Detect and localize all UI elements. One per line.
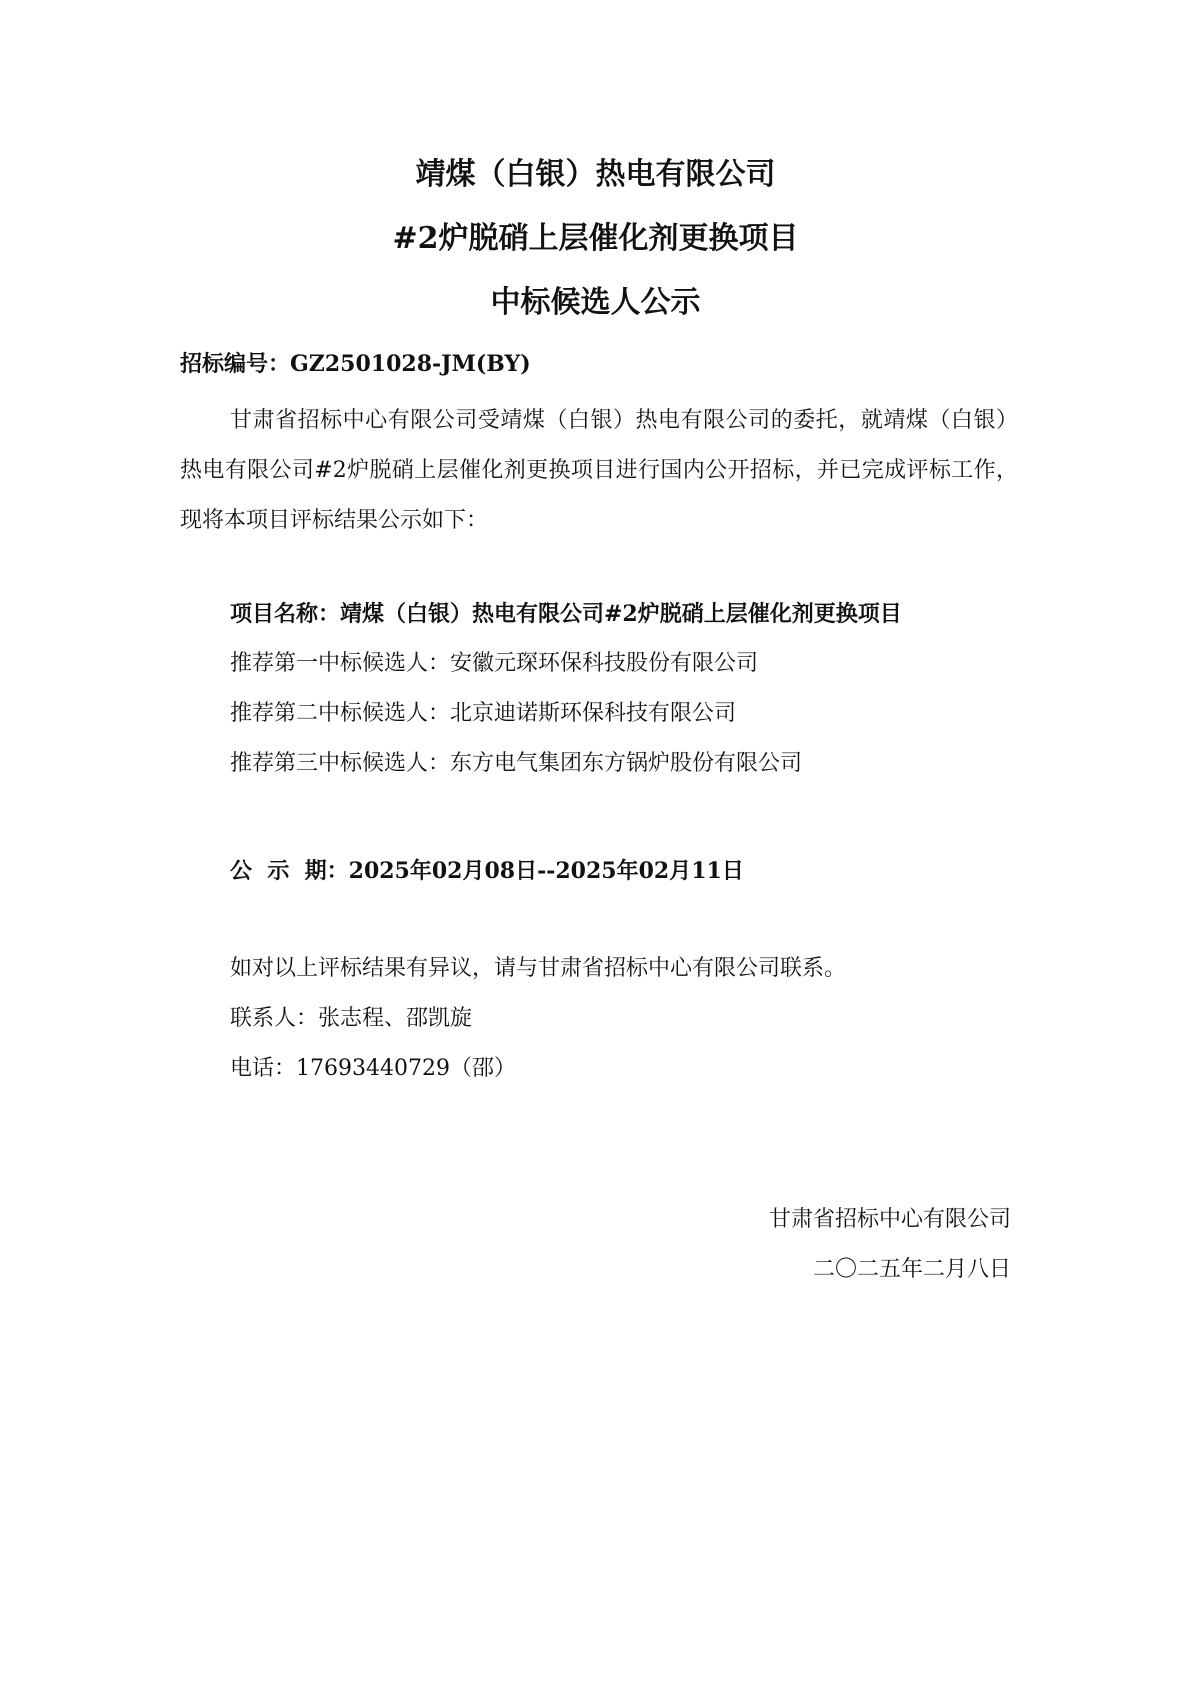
signature-organization: 甘肃省招标中心有限公司 — [768, 1207, 1011, 1232]
signature-date: 二〇二五年二月八日 — [812, 1257, 1011, 1282]
intro-paragraph: 甘肃省招标中心有限公司受靖煤（白银）热电有限公司的委托，就靖煤（白银）热电有限公司#2炉脱硝上层催化剂更换项目进行国内公开招标，并已完成评标工作，现将本项目评标结果公示如下： — [180, 408, 1018, 533]
candidate-third: 推荐第三中标候选人：东方电气集团东方锅炉股份有限公司 — [230, 751, 803, 776]
contact-person: 联系人：张志程、邵凯旋 — [230, 1006, 473, 1031]
title-company: 靖煤（白银）热电有限公司 — [415, 157, 776, 192]
candidate-first: 推荐第一中标候选人：安徽元琛环保科技股份有限公司 — [230, 651, 759, 676]
bid-number: 招标编号：GZ2501028-JM(BY) — [180, 351, 531, 377]
contact-phone: 电话：17693440729（邵） — [230, 1056, 516, 1081]
objection-note: 如对以上评标结果有异议，请与甘肃省招标中心有限公司联系。 — [230, 956, 847, 981]
title-project: #2炉脱硝上层催化剂更换项目 — [392, 221, 799, 256]
announcement-period: 公 示 期：2025年02月08日--2025年02月11日 — [230, 858, 744, 884]
project-name: 项目名称：靖煤（白银）热电有限公司#2炉脱硝上层催化剂更换项目 — [230, 601, 902, 627]
candidate-second: 推荐第二中标候选人：北京迪诺斯环保科技有限公司 — [230, 701, 737, 726]
title-announcement: 中标候选人公示 — [490, 285, 701, 320]
